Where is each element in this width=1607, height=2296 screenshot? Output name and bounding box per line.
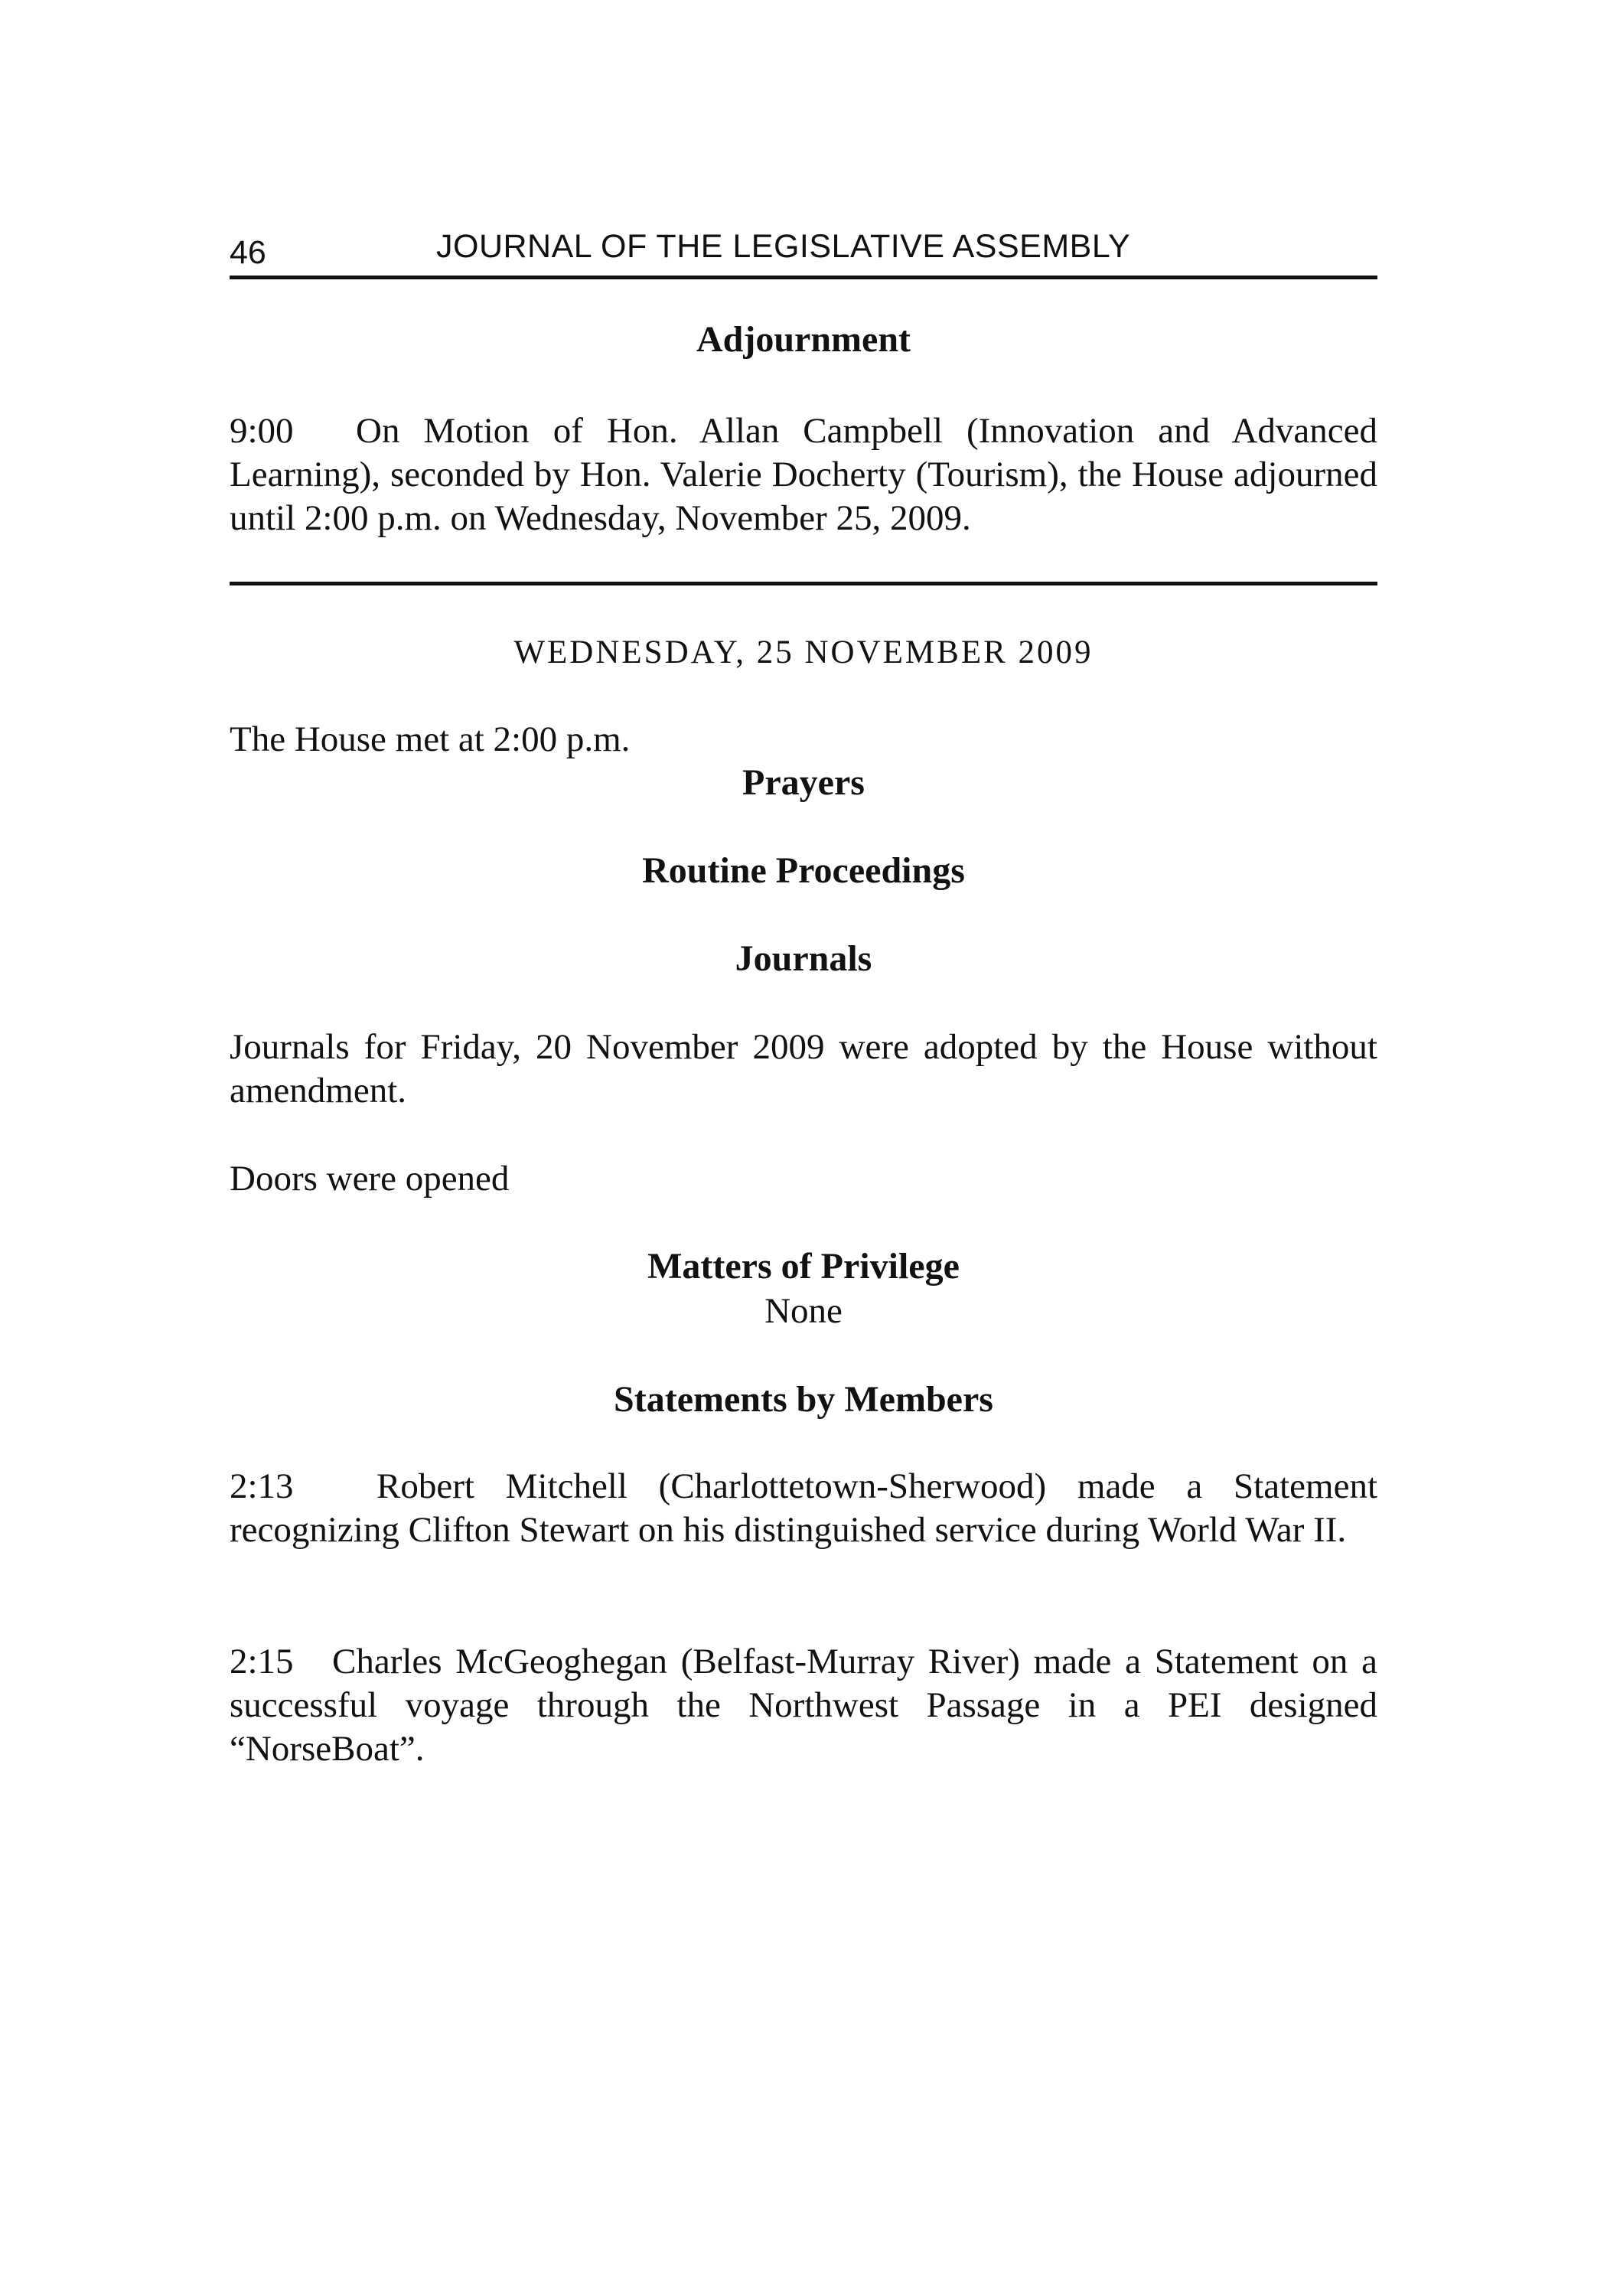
journals-heading: Journals — [735, 938, 872, 979]
house-met-text: The House met at 2:00 p.m. — [230, 719, 631, 759]
adjournment-text: On Motion of Hon. Allan Campbell (Innovation and Advanced Learning), seconded by Hon. Valerie Docherty (Tourism), the House adjourned until 2:00 p.m. on Wednesday, November 25, 2009. — [230, 411, 1377, 538]
adjournment-heading: Adjournment — [696, 319, 911, 360]
statement-time: 2:13 — [230, 1466, 294, 1506]
statement-time: 2:15 — [230, 1642, 294, 1681]
journals-text: Journals for Friday, 20 November 2009 were adopted by the House without amendment. — [230, 1027, 1377, 1110]
statement-item — [230, 1465, 1377, 1552]
statements-heading: Statements by Members — [614, 1379, 993, 1420]
statement-item — [230, 1640, 1377, 1771]
adjournment-time: 9:00 — [230, 411, 294, 451]
running-head — [230, 227, 1377, 279]
sitting-date: WEDNESDAY, 25 NOVEMBER 2009 — [513, 634, 1094, 670]
statement-text: Charles McGeoghegan (Belfast-Murray River) made a Statement on a successful voyage through the Northwest Passage in a PEI designed “NorseBoat”. — [230, 1642, 1377, 1769]
journal-page — [230, 0, 1377, 2296]
routine-proceedings-heading: Routine Proceedings — [642, 850, 965, 891]
statement-text: Robert Mitchell (Charlottetown-Sherwood) made a Statement recognizing Clifton Stewart on his distinguished service during World War II. — [230, 1466, 1377, 1550]
section-divider — [230, 582, 1377, 585]
prayers-heading: Prayers — [742, 762, 865, 803]
page-number: 46 — [230, 234, 266, 271]
journal-title: JOURNAL OF THE LEGISLATIVE ASSEMBLY — [436, 228, 1131, 265]
adjournment-paragraph — [230, 409, 1377, 540]
privilege-value: None — [764, 1291, 843, 1331]
doors-opened-text: Doors were opened — [230, 1159, 510, 1199]
privilege-heading: Matters of Privilege — [647, 1246, 960, 1287]
